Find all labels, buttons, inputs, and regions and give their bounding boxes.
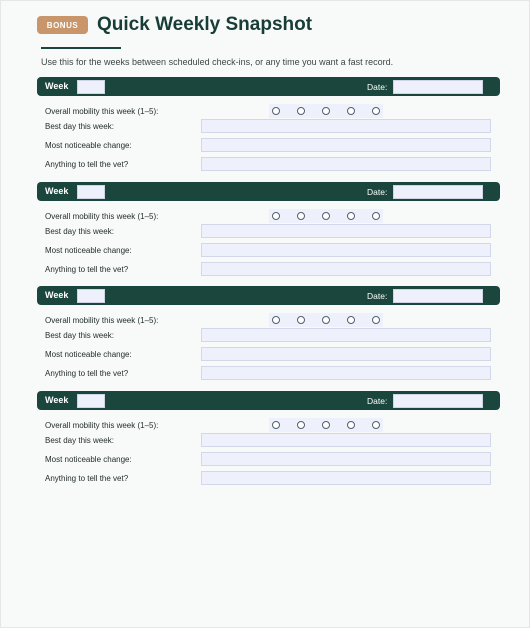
mobility-rating-1-radio[interactable]	[272, 212, 280, 220]
mobility-label: Overall mobility this week (1–5):	[45, 421, 159, 430]
mobility-rating-group	[269, 313, 383, 327]
week-block	[37, 182, 500, 292]
best-day-field[interactable]	[201, 224, 491, 238]
mobility-rating-1-radio[interactable]	[272, 316, 280, 324]
date-field[interactable]	[393, 185, 483, 199]
mobility-rating-5-radio[interactable]	[372, 316, 380, 324]
best-day-label: Best day this week:	[45, 331, 114, 340]
vet-note-label: Anything to tell the vet?	[45, 265, 129, 274]
week-number-field[interactable]	[77, 394, 105, 408]
best-day-label: Best day this week:	[45, 122, 114, 131]
best-day-label: Best day this week:	[45, 227, 114, 236]
vet-note-label: Anything to tell the vet?	[45, 160, 129, 169]
mobility-rating-3-radio[interactable]	[322, 421, 330, 429]
noticeable-change-field[interactable]	[201, 243, 491, 257]
week-block	[37, 391, 500, 501]
mobility-rating-group	[269, 418, 383, 432]
best-day-label: Best day this week:	[45, 436, 114, 445]
week-label: Week	[45, 186, 69, 196]
week-number-field[interactable]	[77, 80, 105, 94]
page-header	[37, 14, 312, 36]
week-number-field[interactable]	[77, 185, 105, 199]
mobility-rating-1-radio[interactable]	[272, 421, 280, 429]
mobility-rating-3-radio[interactable]	[322, 316, 330, 324]
mobility-rating-2-radio[interactable]	[297, 212, 305, 220]
mobility-rating-4-radio[interactable]	[347, 421, 355, 429]
vet-note-label: Anything to tell the vet?	[45, 369, 129, 378]
change-label: Most noticeable change:	[45, 350, 132, 359]
mobility-rating-group	[269, 104, 383, 118]
noticeable-change-field[interactable]	[201, 452, 491, 466]
vet-note-field[interactable]	[201, 366, 491, 380]
title-divider	[41, 47, 121, 49]
vet-note-field[interactable]	[201, 157, 491, 171]
best-day-field[interactable]	[201, 328, 491, 342]
date-label: Date:	[367, 291, 388, 301]
date-field[interactable]	[393, 394, 483, 408]
mobility-rating-5-radio[interactable]	[372, 421, 380, 429]
noticeable-change-field[interactable]	[201, 347, 491, 361]
change-label: Most noticeable change:	[45, 141, 132, 150]
mobility-rating-4-radio[interactable]	[347, 212, 355, 220]
week-number-field[interactable]	[77, 289, 105, 303]
week-block	[37, 77, 500, 187]
week-block	[37, 286, 500, 396]
intro-text: Use this for the weeks between scheduled check-ins, or any time you want a fast record.	[41, 57, 394, 67]
vet-note-field[interactable]	[201, 262, 491, 276]
vet-note-field[interactable]	[201, 471, 491, 485]
bonus-badge: BONUS	[37, 16, 88, 34]
date-field[interactable]	[393, 80, 483, 94]
mobility-rating-5-radio[interactable]	[372, 212, 380, 220]
week-header-bar	[37, 286, 500, 305]
date-label: Date:	[367, 396, 388, 406]
date-label: Date:	[367, 187, 388, 197]
mobility-label: Overall mobility this week (1–5):	[45, 212, 159, 221]
mobility-rating-1-radio[interactable]	[272, 107, 280, 115]
mobility-rating-4-radio[interactable]	[347, 316, 355, 324]
vet-note-label: Anything to tell the vet?	[45, 474, 129, 483]
change-label: Most noticeable change:	[45, 455, 132, 464]
noticeable-change-field[interactable]	[201, 138, 491, 152]
mobility-rating-2-radio[interactable]	[297, 421, 305, 429]
week-label: Week	[45, 81, 69, 91]
change-label: Most noticeable change:	[45, 246, 132, 255]
mobility-label: Overall mobility this week (1–5):	[45, 316, 159, 325]
week-header-bar	[37, 391, 500, 410]
mobility-rating-4-radio[interactable]	[347, 107, 355, 115]
mobility-rating-2-radio[interactable]	[297, 107, 305, 115]
mobility-rating-3-radio[interactable]	[322, 107, 330, 115]
page-title: Quick Weekly Snapshot	[97, 14, 313, 35]
week-label: Week	[45, 395, 69, 405]
date-field[interactable]	[393, 289, 483, 303]
week-header-bar	[37, 77, 500, 96]
mobility-label: Overall mobility this week (1–5):	[45, 107, 159, 116]
mobility-rating-2-radio[interactable]	[297, 316, 305, 324]
best-day-field[interactable]	[201, 433, 491, 447]
week-label: Week	[45, 290, 69, 300]
mobility-rating-5-radio[interactable]	[372, 107, 380, 115]
best-day-field[interactable]	[201, 119, 491, 133]
mobility-rating-3-radio[interactable]	[322, 212, 330, 220]
mobility-rating-group	[269, 209, 383, 223]
date-label: Date:	[367, 82, 388, 92]
week-header-bar	[37, 182, 500, 201]
